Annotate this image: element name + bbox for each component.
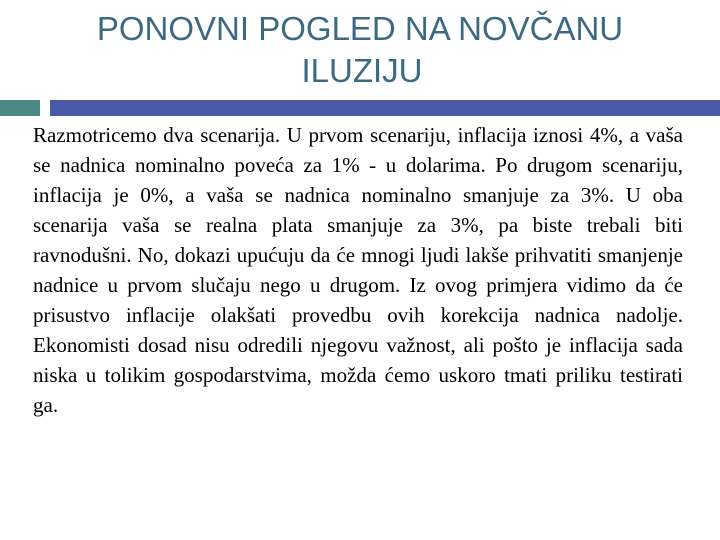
slide-title-line-2: ILUZIJU — [301, 52, 423, 89]
slide-body-text: Razmotricemo dva scenarija. U prvom scenariju, inflacija iznosi 4%, a vaša se nadnica nominalno poveća za 1% - u dolarima. Po drugom scenariju, inflacija je 0%, a vaša se nadnica nominalno smanjuje za 3%. U oba scenarija vaša se realna plata smanjuje za 3%, pa biste trebali biti ravnodušni. No, dokazi upućuju da će mnogi ljudi lakše prihvatiti smanjenje nadnice u prvom slučaju nego u drugom. Iz ovog primjera vidimo da će prisustvo inflacije olakšati provedbu ovih korekcija nadnica nadolje. Ekonomisti dosad nisu odredili njegovu važnost, ali pošto je inflacija sada niska u tolikim gospodarstvima, možda ćemo uskoro tmati priliku testirati ga. — [33, 123, 683, 417]
accent-bar-gap — [43, 96, 45, 118]
accent-bar-right — [50, 100, 720, 116]
slide-title — [0, 8, 720, 92]
slide-title-line-1: PONOVNI POGLED NA NOVČANU — [96, 10, 624, 47]
accent-bar-left — [0, 100, 40, 116]
